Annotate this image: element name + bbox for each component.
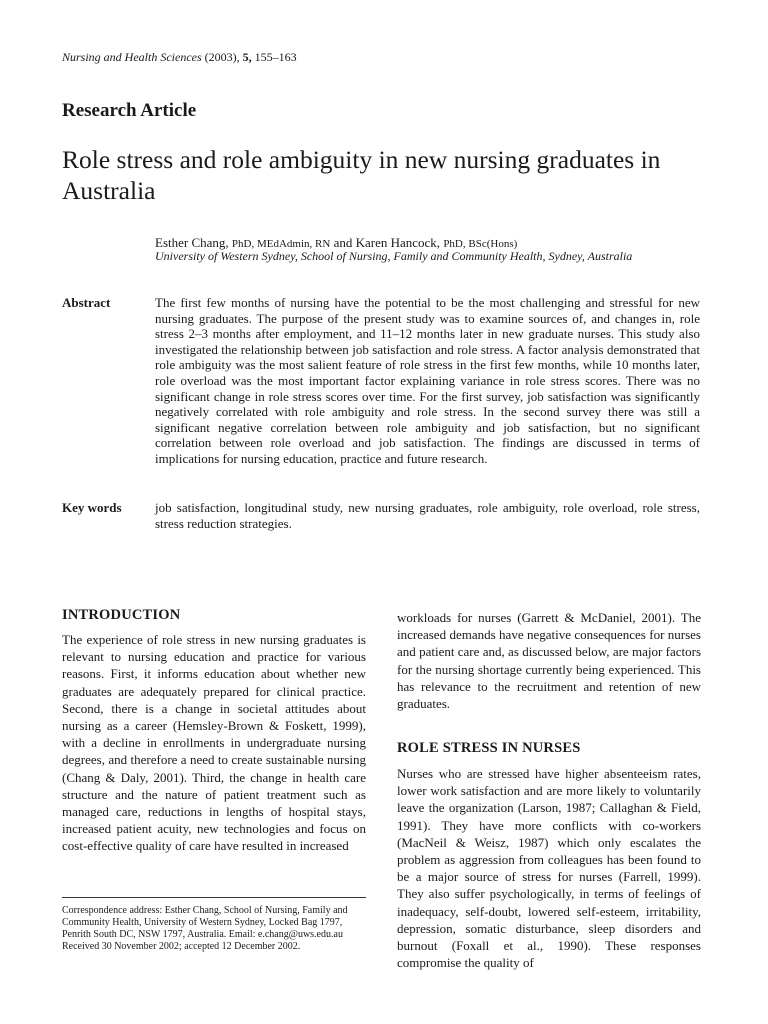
author-1-name: Esther Chang, bbox=[155, 235, 229, 250]
journal-year: (2003), bbox=[204, 50, 240, 64]
journal-name: Nursing and Health Sciences bbox=[62, 50, 202, 64]
author-2-degrees: PhD, BSc(Hons) bbox=[443, 238, 518, 250]
correspondence-address: Correspondence address: Esther Chang, School of Nursing, Family and Community Health, University of Western Sydney, Locked Bag 1797, Penrith South DC, NSW 1797, Australia. Email: e.chang@uws.edu.au bbox=[62, 905, 348, 940]
journal-volume: 5, bbox=[242, 50, 252, 64]
role-stress-heading: ROLE STRESS IN NURSES bbox=[397, 740, 581, 756]
author-affiliation: University of Western Sydney, School of Nursing, Family and Community Health, Sydney, Australia bbox=[155, 249, 633, 263]
footnote-divider bbox=[62, 897, 366, 898]
keywords-label: Key words bbox=[62, 500, 122, 515]
keywords-text: job satisfaction, longitudinal study, new nursing graduates, role ambiguity, role overload, role stress, stress reduction strategies. bbox=[155, 500, 700, 531]
introduction-text: The experience of role stress in new nursing graduates is relevant to nursing education and practice for various reasons. First, it informs education about whether new graduates are adequately prepared for clinical practice. Second, there is a change in societal attitudes about nursing as a career (Hemsley-Brown & Foskett, 1999), with a decline in enrollments in undergraduate nursing degrees, and therefore a need to create sustainable nursing (Chang & Daly, 2001). Third, the change in health care structure and the nature of patient treatment such as managed care, reductions in lengths of hospital stays, increased patient acuity, new technologies and focus on cost-effective quality of care have resulted in increased bbox=[62, 632, 366, 854]
role-stress-text: Nurses who are stressed have higher absenteeism rates, lower work satisfaction and are more likely to voluntarily leave the organization (Larson, 1987; Callaghan & Field, 1991). They have more conflicts with co-workers (MacNeil & Weisz, 1987) which only escalates the problem as aggression from colleagues has been found to be a major source of stress for nurses (Farrell, 1999). They also suffer psychologically, in terms of feelings of inadequacy, self-doubt, lowered self-esteem, irritability, depression, somatic disturbance, sleep disorders and burnout (Foxall et al., 1990). These responses compromise the quality of bbox=[397, 766, 701, 971]
author-1-degrees: PhD, MEdAdmin, RN bbox=[231, 238, 331, 250]
correspondence-footnote bbox=[62, 905, 372, 953]
journal-pages: 155–163 bbox=[254, 50, 297, 64]
author-conjunction: and bbox=[333, 235, 353, 250]
article-type: Research Article bbox=[62, 100, 197, 121]
author-2-name: Karen Hancock, bbox=[355, 235, 441, 250]
journal-citation bbox=[62, 50, 297, 65]
introduction-continued-text: workloads for nurses (Garrett & McDaniel, 2001). The increased demands have negative consequences for nurses and patient care and, as discussed below, are major factors for the nursing shortage currently being experienced. This has relevance to the recruitment and retention of new graduates. bbox=[397, 610, 701, 712]
abstract-label: Abstract bbox=[62, 295, 111, 310]
introduction-heading: INTRODUCTION bbox=[62, 607, 181, 623]
received-dates: Received 30 November 2002; accepted 12 December 2002. bbox=[62, 941, 301, 952]
article-title: Role stress and role ambiguity in new nursing graduates in Australia bbox=[62, 145, 661, 205]
abstract-text: The first few months of nursing have the potential to be the most challenging and stressful for new nursing graduates. The purpose of the present study was to examine sources of, and changes in, role stress 2–3 months after employment, and 11–12 months later in new graduate nurses. This study also investigated the relationship between job satisfaction and role stress. A factor analysis demonstrated that role ambiguity was the most salient feature of role stress in the first few months, while 10 months later, role overload was the most important factor explaining variance in role stress scores. There was no significant change in role stress scores over time. For the first survey, job satisfaction was significantly negatively correlated with role ambiguity and role stress. In the second survey there was still a significant negative correlation between role ambiguity and job satisfaction, but no significant correlation between role overload and job satisfaction. The findings are discussed in terms of implications for nursing education, practice and future research. bbox=[155, 295, 700, 466]
